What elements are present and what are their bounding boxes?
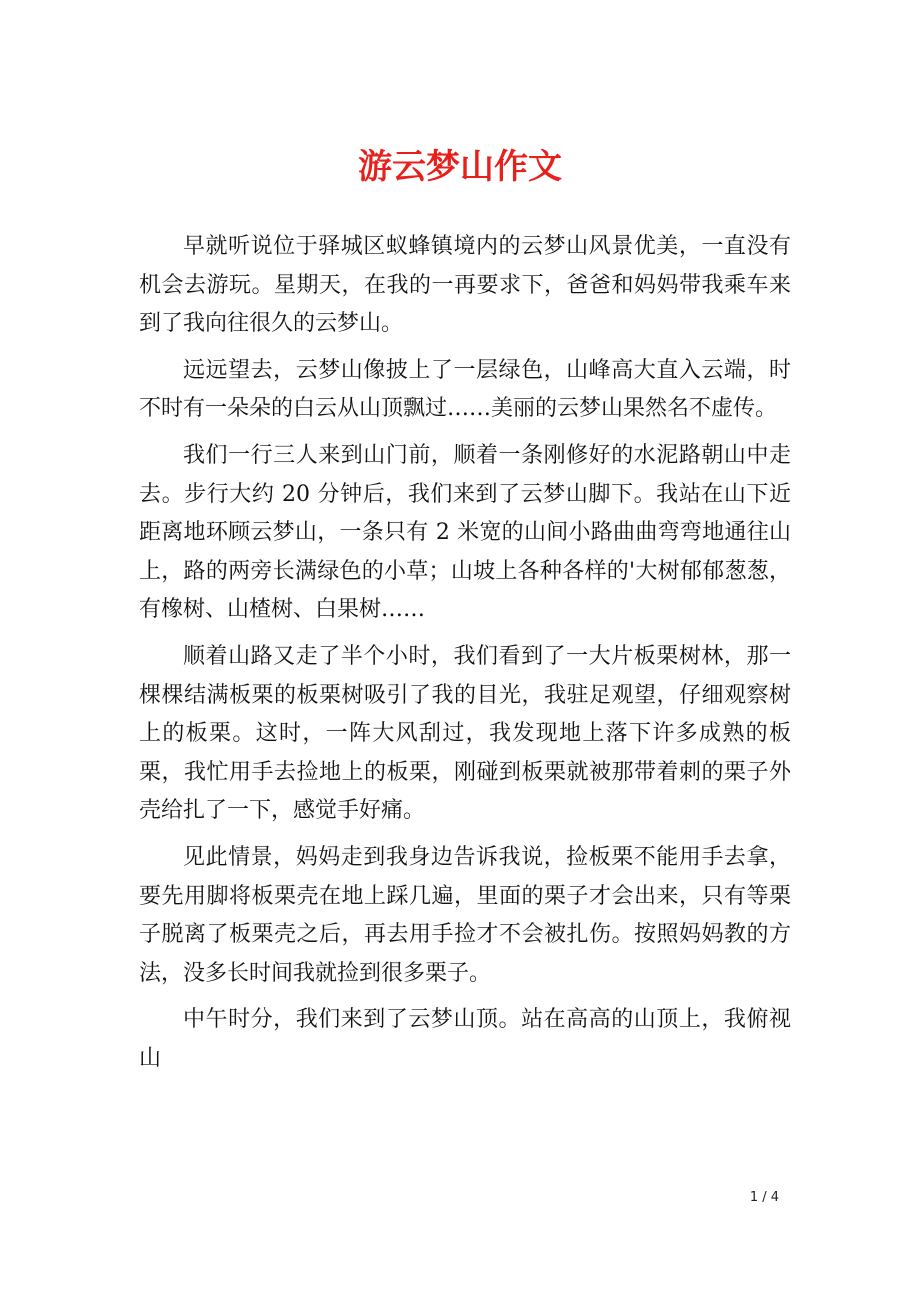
paragraph: 早就听说位于驿城区蚁蜂镇境内的云梦山风景优美，一直没有机会去游玩。星期天，在我的一再要求下，爸爸和妈妈带我乘车来到了我向往很久的云梦山。 [139,234,791,337]
page-number: 1 / 4 [749,1190,779,1205]
paragraph: 中午时分，我们来到了云梦山顶。站在高高的山顶上，我俯视山 [139,1007,791,1071]
paragraph: 顺着山路又走了半个小时，我们看到了一大片板栗树林，那一棵棵结满板栗的板栗树吸引了我的目光，我驻足观望，仔细观察树上的板栗。这时，一阵大风刮过，我发现地上落下许多成熟的板栗，我忙用手去捡地上的板栗，刚碰到板栗就被那带着刺的栗子外壳给扎了一下，感觉手好痛。 [139,643,791,824]
paragraph: 见此情景，妈妈走到我身边告诉我说，捡板栗不能用手去拿，要先用脚将板栗壳在地上踩几遍，里面的栗子才会出来，只有等栗子脱离了板栗壳之后，再去用手捡才不会被扎伤。按照妈妈教的方法，没多长时间我就捡到很多栗子。 [139,844,791,986]
paragraph: 我们一行三人来到山门前，顺着一条刚修好的水泥路朝山中走去。步行大约 20 分钟后，我们来到了云梦山脚下。我站在山下近距离地环顾云梦山，一条只有 2 米宽的山间小路曲曲弯弯地通往山上，路的两旁长满绿色的小草；山坡上各种各样的'大树郁郁葱葱，有橡树、山楂树、白果树…… [139,442,791,623]
page-title: 游云梦山作文 [358,147,562,187]
paragraph: 远远望去，云梦山像披上了一层绿色，山峰高大直入云端，时不时有一朵朵的白云从山顶飘过……美丽的云梦山果然名不虚传。 [139,357,791,422]
article-body [139,228,791,1086]
